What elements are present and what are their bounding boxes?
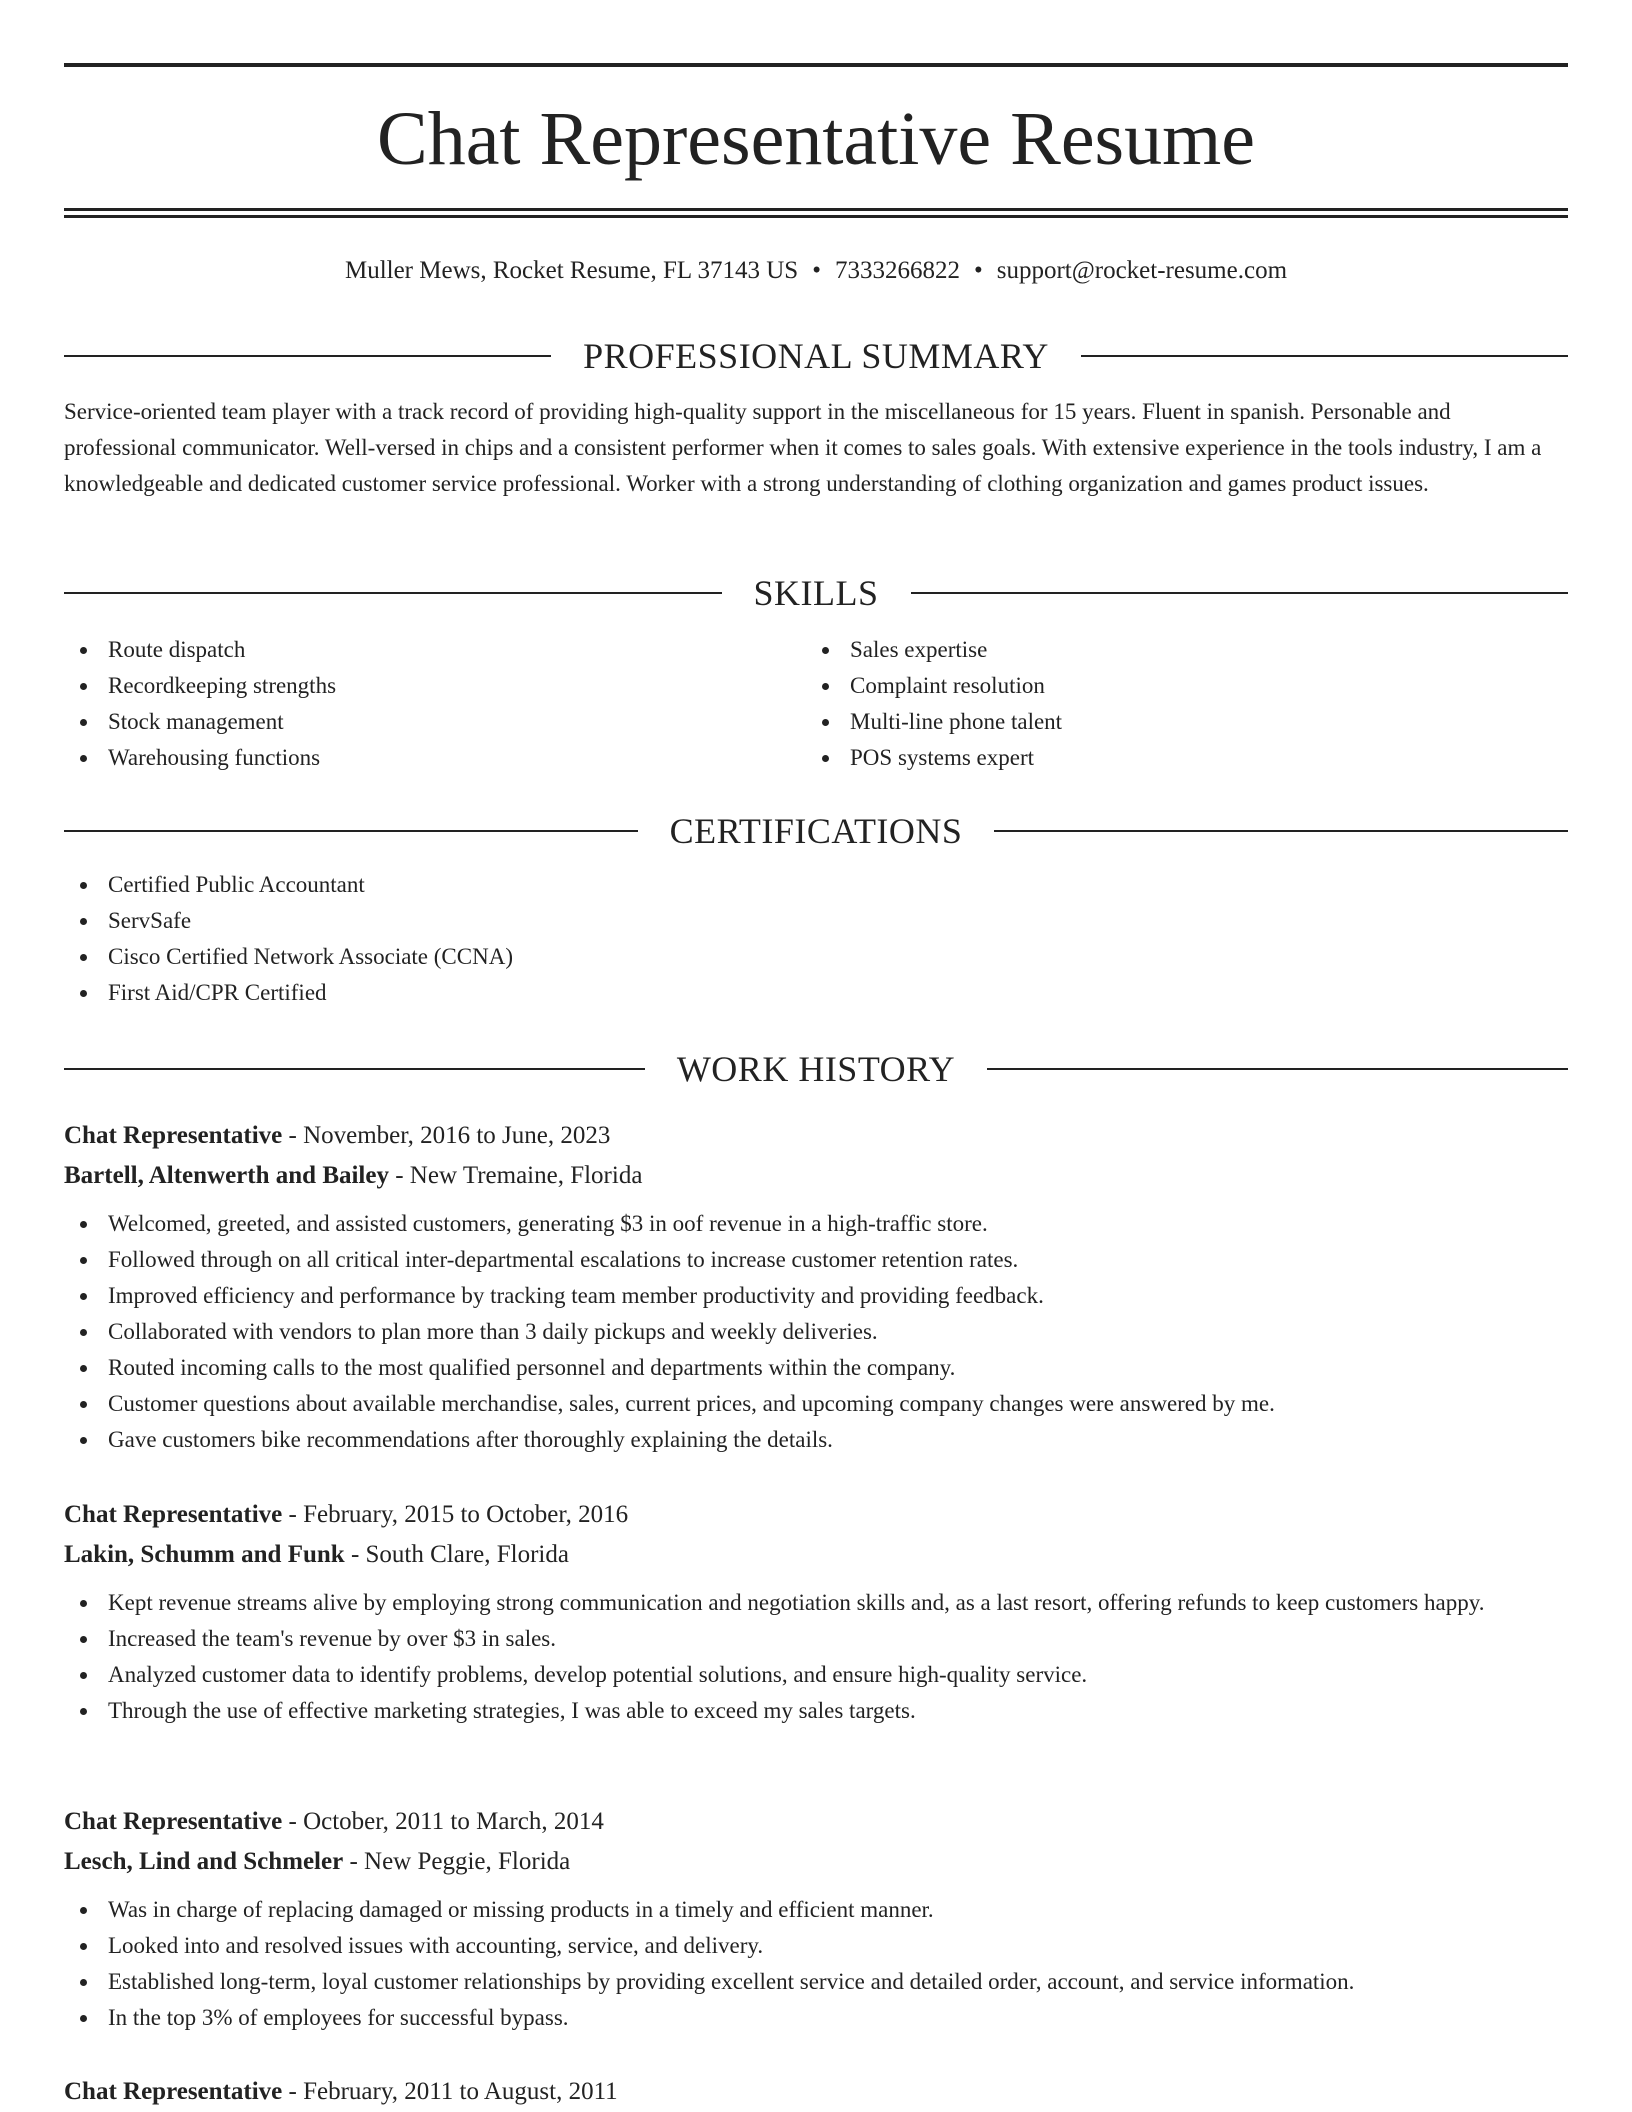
- job-duty: Customer questions about available merchandise, sales, current prices, and upcoming company changes were answered by me.: [64, 1386, 1568, 1422]
- skills-columns: [64, 632, 1568, 776]
- job-duty: Welcomed, greeted, and assisted customers, generating $3 in oof revenue in a high-traffic store.: [64, 1206, 1568, 1242]
- skill-item: Recordkeeping strengths: [64, 668, 806, 704]
- job-duty: Was in charge of replacing damaged or missing products in a timely and efficient manner.: [64, 1892, 1568, 1928]
- contact-email: support@rocket-resume.com: [996, 257, 1288, 284]
- job-duty: Collaborated with vendors to plan more than 3 daily pickups and weekly deliveries.: [64, 1314, 1568, 1350]
- job-location: - New Peggie, Florida: [343, 1848, 571, 1875]
- skill-item: POS systems expert: [806, 740, 1548, 776]
- skill-item: Multi-line phone talent: [806, 704, 1548, 740]
- heading-rule-left: [64, 1068, 645, 1070]
- job-dates: - February, 2011 to August, 2011: [282, 2078, 618, 2105]
- job-duty: In the top 3% of employees for successful bypass.: [64, 2000, 1568, 2036]
- skill-item: Sales expertise: [806, 632, 1548, 668]
- summary-text: Service-oriented team player with a track record of providing high-quality support in the miscellaneous for 15 years. Fluent in spanish. Personable and professional communicator. Well-versed in chips and a consistent performer when it comes to sales goals. With extensive experience in the tools industry, I am a knowledgeable and dedicated customer service professional. Worker with a strong understanding of clothing organization and games product issues.: [64, 399, 1542, 496]
- job-title-line: [64, 2072, 1568, 2112]
- job-dates: - November, 2016 to June, 2023: [282, 1122, 611, 1149]
- top-rule: [64, 63, 1568, 67]
- heading-rule-left: [64, 830, 638, 832]
- job-company: Lakin, Schumm and Funk: [64, 1541, 345, 1568]
- work-history-section: [64, 1047, 1568, 1091]
- contact-phone: 7333266822: [834, 257, 960, 284]
- job-duty: Increased the team's revenue by over $3 in sales.: [64, 1621, 1568, 1657]
- job-duty: Improved efficiency and performance by tracking team member productivity and providing feedback.: [64, 1278, 1568, 1314]
- certification-item: Certified Public Accountant: [64, 867, 1568, 903]
- certification-item: ServSafe: [64, 903, 1568, 939]
- certification-item: First Aid/CPR Certified: [64, 975, 1568, 1011]
- job-location: - South Clare, Florida: [344, 1541, 569, 1568]
- contact-separator: •: [812, 257, 821, 284]
- heading-rule-right: [994, 830, 1568, 832]
- work-history-heading-text: WORK HISTORY: [676, 1049, 956, 1089]
- heading-rule-right: [987, 1068, 1568, 1070]
- resume-title: Chat Representative Resume: [377, 97, 1255, 181]
- job-entry: [64, 1495, 1568, 1729]
- job-duty: Established long-term, loyal customer relationships by providing excellent service and detailed order, account, and service information.: [64, 1964, 1568, 2000]
- job-duty: Kept revenue streams alive by employing strong communication and negotiation skills and, as a last resort, offering refunds to keep customers happy.: [64, 1585, 1568, 1621]
- job-company-line: [64, 1156, 1568, 1196]
- job-title-line: [64, 1802, 1568, 1842]
- certifications-heading: [64, 809, 1568, 853]
- heading-rule-right: [911, 592, 1569, 594]
- job-entry: [64, 1116, 1568, 1458]
- skill-item: Complaint resolution: [806, 668, 1548, 704]
- job-title-line: [64, 1116, 1568, 1156]
- job-duty: Gave customers bike recommendations after thoroughly explaining the details.: [64, 1422, 1568, 1458]
- job-location: - New Tremaine, Florida: [388, 1162, 643, 1189]
- job-dates: - October, 2011 to March, 2014: [282, 1808, 604, 1835]
- job-dates: - February, 2015 to October, 2016: [282, 1501, 629, 1528]
- contact-line: [64, 254, 1568, 288]
- skills-heading-text: SKILLS: [753, 573, 879, 613]
- certifications-section: [64, 809, 1568, 1011]
- job-entry: [64, 1802, 1568, 2036]
- job-duty: Routed incoming calls to the most qualified personnel and departments within the company.: [64, 1350, 1568, 1386]
- summary-heading: [64, 334, 1568, 378]
- job-duty: Through the use of effective marketing strategies, I was able to exceed my sales targets.: [64, 1693, 1568, 1729]
- heading-rule-left: [64, 592, 722, 594]
- certifications-list: [64, 867, 1568, 1011]
- job-role: Chat Representative: [64, 2078, 283, 2105]
- skill-item: Warehousing functions: [64, 740, 806, 776]
- job-company-line: [64, 1842, 1568, 1882]
- contact-separator: •: [973, 257, 983, 284]
- job-duties-list: [64, 1206, 1568, 1458]
- job-company: Lesch, Lind and Schmeler: [64, 1848, 344, 1875]
- job-role: Chat Representative: [64, 1808, 283, 1835]
- job-duty: Analyzed customer data to identify problems, develop potential solutions, and ensure high-quality service.: [64, 1657, 1568, 1693]
- job-duty: Looked into and resolved issues with accounting, service, and delivery.: [64, 1928, 1568, 1964]
- job-duty: Followed through on all critical inter-departmental escalations to increase customer retention rates.: [64, 1242, 1568, 1278]
- job-role: Chat Representative: [64, 1122, 283, 1149]
- skills-list-left: [64, 632, 806, 776]
- skills-section: [64, 571, 1568, 776]
- job-title-line: [64, 1495, 1568, 1535]
- skills-list-right: [806, 632, 1548, 776]
- summary-heading-text: PROFESSIONAL SUMMARY: [583, 336, 1049, 376]
- heading-rule-left: [64, 355, 551, 357]
- skill-item: Stock management: [64, 704, 806, 740]
- job-entry: [64, 2072, 1568, 2112]
- job-company: Bartell, Altenwerth and Bailey: [64, 1162, 389, 1189]
- certifications-heading-text: CERTIFICATIONS: [669, 811, 963, 851]
- job-role: Chat Representative: [64, 1501, 283, 1528]
- title-rule-lower: [64, 215, 1568, 218]
- job-duties-list: [64, 1585, 1568, 1729]
- heading-rule-right: [1081, 355, 1568, 357]
- job-company-line: [64, 1535, 1568, 1575]
- skills-heading: [64, 571, 1568, 615]
- contact-address: Muller Mews, Rocket Resume, FL 37143 US: [344, 257, 799, 284]
- job-duties-list: [64, 1892, 1568, 2036]
- title-rule-upper: [64, 208, 1568, 211]
- work-history-heading: [64, 1047, 1568, 1091]
- summary-section: [64, 334, 1568, 502]
- skill-item: Route dispatch: [64, 632, 806, 668]
- certification-item: Cisco Certified Network Associate (CCNA): [64, 939, 1568, 975]
